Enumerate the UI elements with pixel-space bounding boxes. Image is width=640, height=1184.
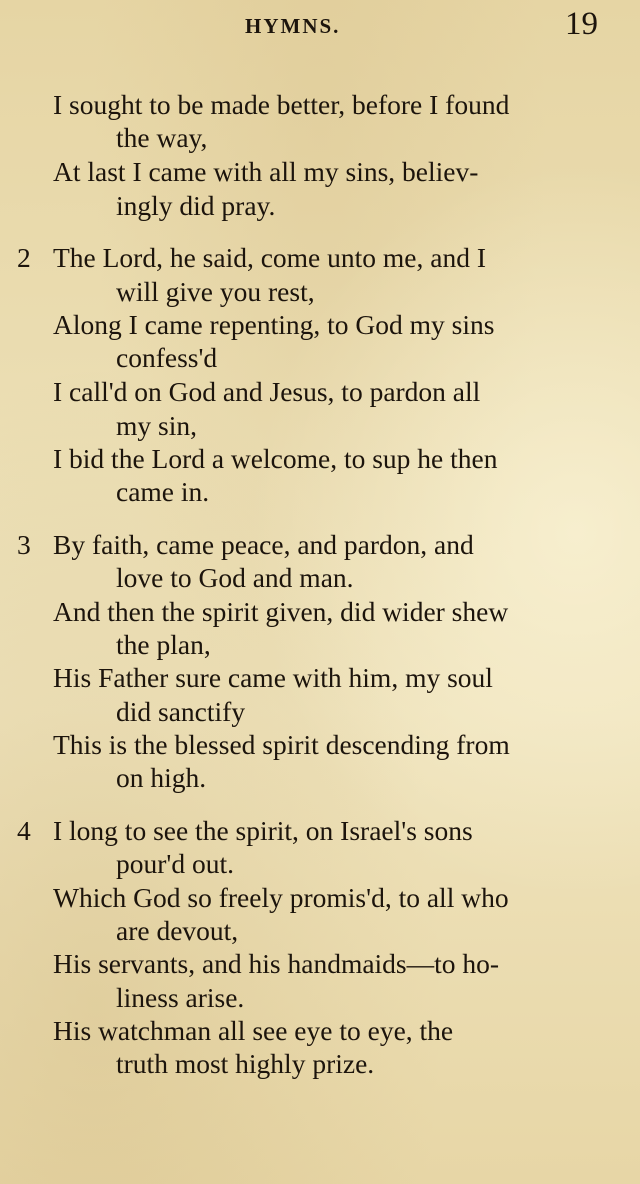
- verse-line: pour'd out.: [116, 848, 235, 879]
- verse-line: This is the blessed spirit descending from: [53, 729, 510, 760]
- verse-line: At last I came with all my sins, believ-: [53, 156, 479, 187]
- stanza-number: 4: [17, 815, 31, 846]
- verse-line: I call'd on God and Jesus, to pardon all: [53, 376, 481, 407]
- verse-line: The Lord, he said, come unto me, and I: [53, 242, 486, 273]
- verse-line: ingly did pray.: [116, 190, 276, 221]
- verse-line: on high.: [116, 762, 207, 793]
- stanza-number: 3: [17, 529, 31, 560]
- verse-line: came in.: [116, 476, 210, 507]
- verse-line: love to God and man.: [116, 562, 354, 593]
- verse-line: By faith, came peace, and pardon, and: [53, 529, 474, 560]
- verse-line: will give you rest,: [116, 276, 315, 307]
- verse-line: His watchman all see eye to eye, the: [53, 1015, 454, 1046]
- verse-line: I long to see the spirit, on Israel's sons: [53, 815, 473, 846]
- verse-line: truth most highly prize.: [116, 1048, 375, 1079]
- verse-line: Which God so freely promis'd, to all who: [53, 882, 509, 913]
- verse-line: His servants, and his handmaids—to ho-: [53, 948, 500, 979]
- verse-line: I bid the Lord a welcome, to sup he then: [53, 443, 498, 474]
- verse-line: the plan,: [116, 629, 211, 660]
- verse-line: His Father sure came with him, my soul: [53, 662, 493, 693]
- page-number: 19: [565, 6, 598, 42]
- verse-line: confess'd: [116, 342, 218, 373]
- verse-line: liness arise.: [116, 982, 245, 1013]
- verse-line: did sanctify: [116, 696, 246, 727]
- stanza-number: 2: [17, 242, 31, 273]
- verse-line: the way,: [116, 122, 208, 153]
- verse-line: And then the spirit given, did wider shew: [53, 596, 509, 627]
- verse-line: are devout,: [116, 915, 239, 946]
- verse-line: my sin,: [116, 410, 197, 441]
- verse-line: I sought to be made better, before I found: [53, 89, 510, 120]
- running-title: HYMNS.: [245, 14, 341, 38]
- verse-line: Along I came repenting, to God my sins: [53, 309, 495, 340]
